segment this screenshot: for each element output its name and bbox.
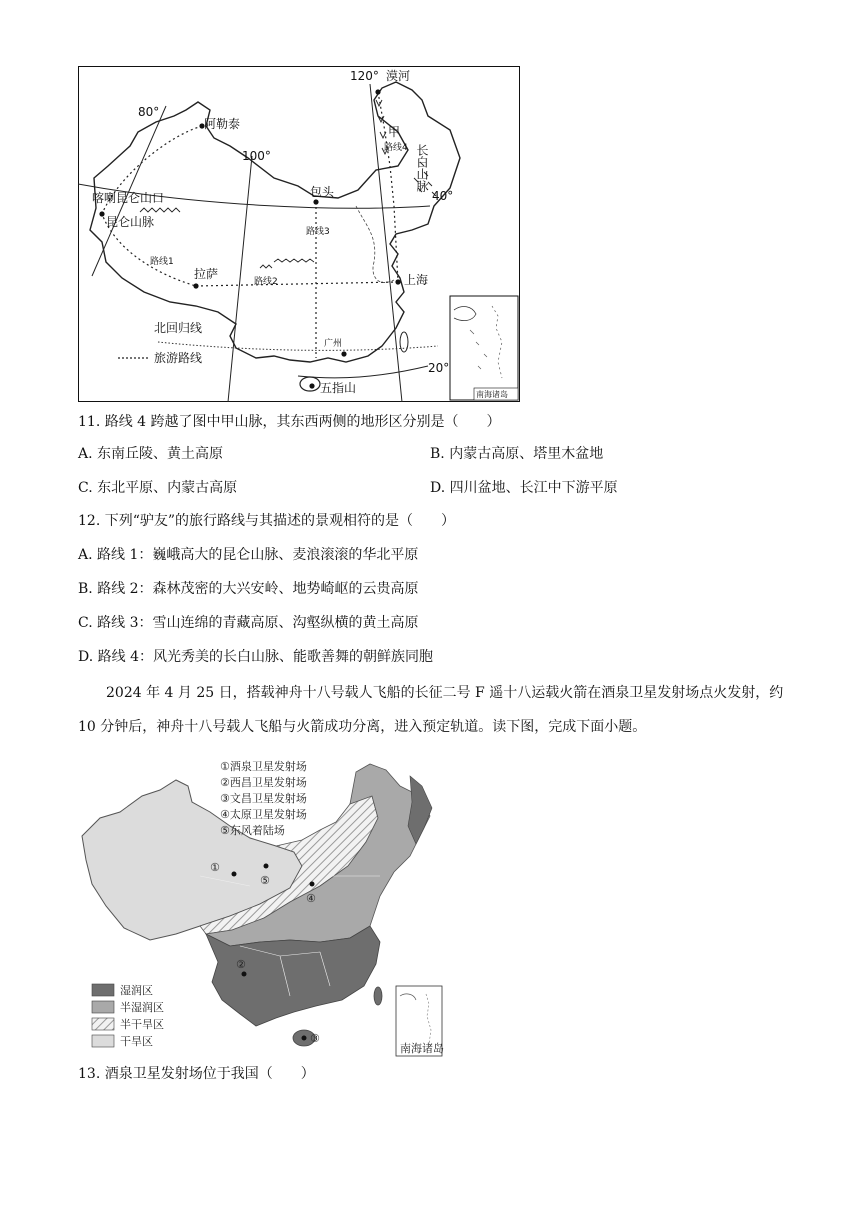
jiuquan-dot (232, 872, 237, 877)
south-china-sea-inset (450, 296, 518, 400)
label-lon80: 80° (138, 105, 160, 119)
label-kashi-kunlun: 喀喇昆仑山口 (92, 191, 165, 205)
label-route1: 路线1 (150, 257, 174, 267)
wuzhishan-dot (309, 383, 314, 388)
legend-humid: 湿润区 (120, 984, 153, 997)
label-wuzhishan: 五指山 (320, 381, 357, 395)
label-lat40: 40° (432, 189, 454, 203)
label-changbai: 长白山脉 (415, 144, 429, 192)
climate-legend (92, 984, 164, 1048)
taiyuan-dot (310, 882, 315, 887)
legend-semi-humid: 半湿润区 (120, 1001, 164, 1014)
guangzhou-dot (341, 351, 346, 356)
site-legend-3: ③文昌卫星发射场 (220, 792, 307, 805)
q12-option-c: C. 路线 3：雪山连绵的青藏高原、沟壑纵横的黄土高原 (78, 615, 419, 631)
site-legend-2: ②西昌卫星发射场 (220, 776, 307, 789)
label-route4: 路线4 (384, 143, 408, 153)
legend-arid: 干旱区 (120, 1035, 153, 1048)
label-jia: 甲 (388, 125, 401, 139)
northeast-humid-strip (408, 776, 432, 844)
q12-option-d: D. 路线 4：风光秀美的长白山脉、能歌善舞的朝鲜族同胞 (78, 649, 433, 665)
question-13-stem: 13. 酒泉卫星发射场位于我国（ ） (78, 1066, 315, 1082)
marker-4: ④ (306, 892, 316, 905)
legend-semi-arid-swatch (92, 1018, 114, 1030)
q11-option-a: A. 东南丘陵、黄土高原 (78, 446, 224, 462)
reading-passage: 2024 年 4 月 25 日，搭载神舟十八号载人飞船的长征二号 F 遥十八运载火箭在酒泉卫星发射场点火发射，约 10 分钟后，神舟十八号载人飞船与火箭成功分离，进入预定轨道。读下图，完成下面小题。 (78, 685, 784, 735)
q11-option-c: C. 东北平原、内蒙古高原 (78, 480, 238, 496)
label-legend-route: 旅游路线 (154, 351, 203, 365)
label-mohe: 漠河 (386, 69, 411, 83)
label-route3: 路线3 (306, 227, 330, 237)
site-legend-4: ④太原卫星发射场 (220, 808, 307, 821)
taiwan-island (374, 987, 382, 1005)
label-lhasa: 拉萨 (194, 267, 219, 281)
legend-arid-swatch (92, 1035, 114, 1047)
legend-semi-humid-swatch (92, 1001, 114, 1013)
label-altay: 阿勒泰 (204, 117, 241, 131)
climate-map-svg (80, 756, 446, 1058)
mohe-dot (375, 89, 380, 94)
karakoram-pass-dot (99, 211, 104, 216)
q12-option-a: A. 路线 1：巍峨高大的昆仑山脉、麦浪滚滚的华北平原 (78, 547, 419, 563)
site-legend-1: ①酒泉卫星发射场 (220, 760, 307, 773)
legend-semi-arid: 半干旱区 (120, 1018, 164, 1031)
wenchang-dot (302, 1036, 307, 1041)
xichang-dot (242, 972, 247, 977)
marker-2: ② (236, 958, 246, 971)
label-lon100: 100° (242, 149, 271, 163)
route-map-figure (78, 66, 520, 402)
marker-5: ⑤ (260, 874, 270, 887)
q11-option-b: B. 内蒙古高原、塔里木盆地 (430, 446, 604, 462)
label-lat20: 20° (428, 361, 450, 375)
question-11-stem: 11. 路线 4 跨越了图中甲山脉，其东西两侧的地形区分别是（ ） (78, 414, 501, 430)
inset-label: 南海诸岛 (400, 1042, 444, 1055)
south-china-sea-inset (396, 986, 444, 1056)
label-route2: 路线2 (254, 277, 278, 287)
label-tropic: 北回归线 (154, 321, 203, 335)
marker-3: ③ (310, 1032, 320, 1045)
question-12-stem: 12. 下列“驴友”的旅行路线与其描述的景观相符的是（ ） (78, 513, 456, 529)
dongfeng-dot (264, 864, 269, 869)
label-guangzhou: 广州 (324, 339, 343, 349)
baotou-dot (313, 199, 318, 204)
q12-option-b: B. 路线 2：森林茂密的大兴安岭、地势崎岖的云贵高原 (78, 581, 419, 597)
q11-option-d: D. 四川盆地、长江中下游平原 (430, 480, 618, 496)
label-shanghai: 上海 (404, 273, 429, 287)
legend-humid-swatch (92, 984, 114, 996)
climate-map-figure (80, 756, 446, 1058)
inset-label: 南海诸岛 (476, 390, 508, 399)
marker-1: ① (210, 861, 220, 874)
label-lon120: 120° (350, 69, 379, 83)
lhasa-dot (193, 283, 198, 288)
label-baotou: 包头 (310, 185, 335, 199)
site-legend-5: ⑤东风着陆场 (220, 824, 285, 837)
shanghai-dot (395, 279, 400, 284)
route-map-svg (78, 66, 520, 402)
label-kunlun: 昆仑山脉 (106, 215, 155, 229)
